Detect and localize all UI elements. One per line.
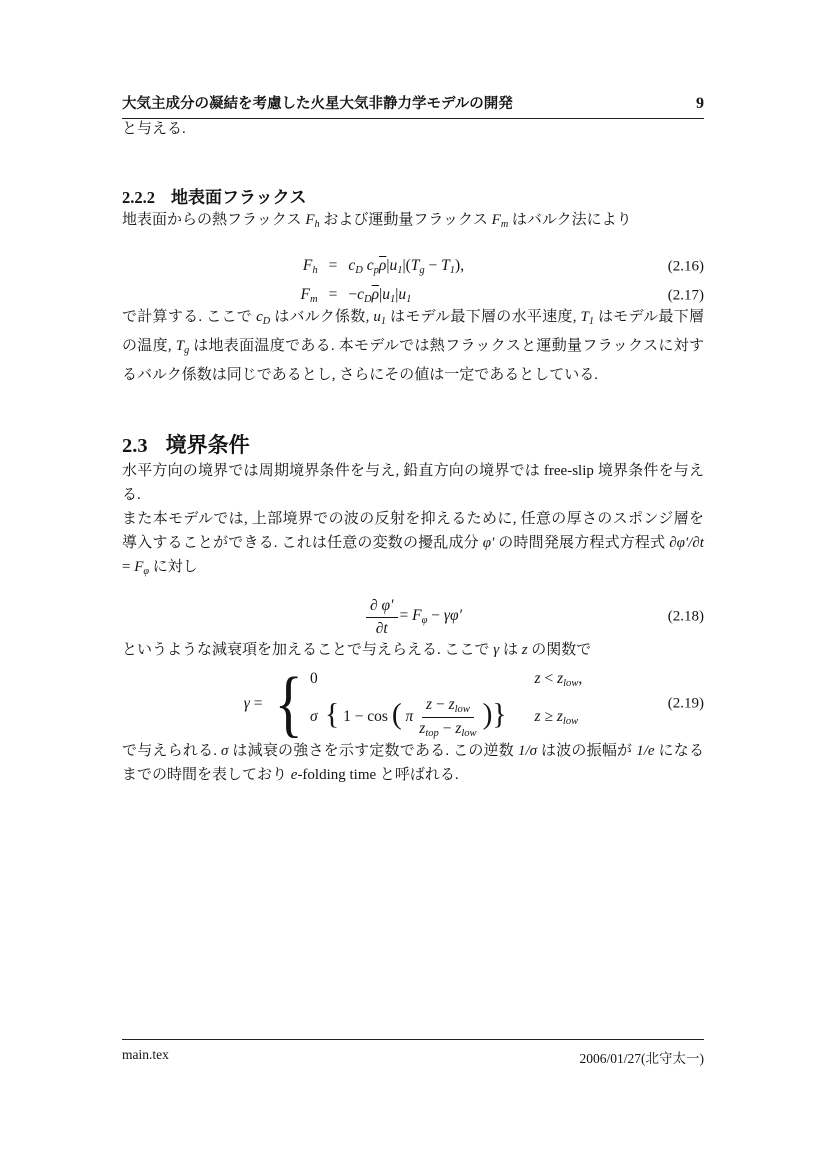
equation-number: (2.19)	[667, 695, 704, 712]
equation-rhs: = $F_\varphi - \gamma\varphi'$	[399, 607, 462, 627]
cases-brace: {	[274, 662, 303, 745]
cases-block	[263, 662, 583, 745]
equation-2-17	[122, 286, 704, 305]
subsection-heading-2-2-2	[122, 183, 704, 208]
equation-number: (2.16)	[667, 258, 704, 275]
page-footer	[122, 1039, 704, 1067]
equation-rhs: $c_D$ $c_p\overline{\rho}|u_1|(T_g - T_1)$,	[348, 257, 465, 277]
section-heading-2-3	[122, 429, 704, 459]
equation-rhs: $-c_D\overline{\rho}|u_1|u_1$	[348, 286, 412, 306]
equation-2-18	[122, 597, 704, 638]
paragraph-gamma: というような減衰項を加えることで与えらえる. ここで γ は z の関数で	[122, 641, 592, 658]
case-expression: σ { 1 − cos ( π $\frac{z - z_{low}}{z_{top} - z_{low}}$ )}	[310, 695, 507, 739]
paragraph-intro: と与える.	[122, 121, 186, 137]
equation-number: (2.18)	[667, 608, 704, 625]
paragraph-flux-intro: 地表面からの熱フラックス $F_h$ および運動量フラックス $F_m$ はバルク法により	[122, 212, 632, 231]
fraction	[366, 597, 398, 638]
paragraph-sponge: また本モデルでは, 上部境界での波の反射を抑えるために, 任意の厚さのスポンジ層を導入することができる. これは任意の変数の擾乱成分 φ′ の時間発展方程式方程式 $\partial\varphi'/\partial t = F_\varphi$ に対し	[122, 511, 704, 578]
case-condition: $z \ge z_{low}$	[534, 707, 579, 727]
equation-number: (2.17)	[667, 287, 704, 304]
paragraph-boundary: 水平方向の境界では周期境界条件を与え, 鉛直方向の境界では free-slip 境界条件を与える.	[122, 463, 704, 504]
equation-relation: =	[328, 286, 338, 304]
equation-lhs: $F_h$	[302, 257, 318, 277]
footer-date: 2006/01/27(北守太一)	[579, 1051, 704, 1066]
equation-lhs: γ =	[243, 695, 263, 713]
subsection-title: 地表面フラックス	[171, 188, 307, 207]
equation-2-19	[122, 662, 704, 745]
case-condition: $z < z_{low}$,	[534, 669, 583, 689]
fraction-numerator: ∂ φ′	[366, 597, 398, 618]
fraction-denominator: ∂t	[375, 619, 388, 637]
page-content	[122, 117, 704, 787]
case-expression: 0	[310, 670, 318, 688]
header-page-number: 9	[696, 95, 704, 112]
equation-2-16	[122, 257, 704, 276]
section-number: 2.3	[122, 435, 148, 458]
paragraph-bulk-explanation: で計算する. ここで $c_D$ はバルク係数, $u_1$ はモデル最下層の水平速度, $T_1$ はモデル最下層の温度, $T_g$ は地表面温度である. 本モデルでは熱フラックスと運動量フラックスに対するバルク係数は同じであるとし, さらにその値は一定であるとしている.	[122, 309, 704, 384]
section-title: 境界条件	[165, 434, 250, 458]
footer-filename: main.tex	[122, 1047, 169, 1062]
equation-relation: =	[328, 257, 338, 275]
equation-group-flux	[122, 257, 704, 305]
subsection-number: 2.2.2	[122, 188, 155, 207]
page-header	[122, 92, 704, 119]
equation-lhs: $F_m$	[300, 286, 318, 306]
paragraph-sigma: で与えられる. σ は減衰の強さを示す定数である. この逆数 1/σ は波の振幅が 1/e になるまでの時間を表しており e-folding time と呼ばれる.	[122, 742, 704, 783]
cases-grid	[310, 670, 582, 739]
header-title: 大気主成分の凝結を考慮した火星大気非静力学モデルの開発	[122, 96, 513, 112]
